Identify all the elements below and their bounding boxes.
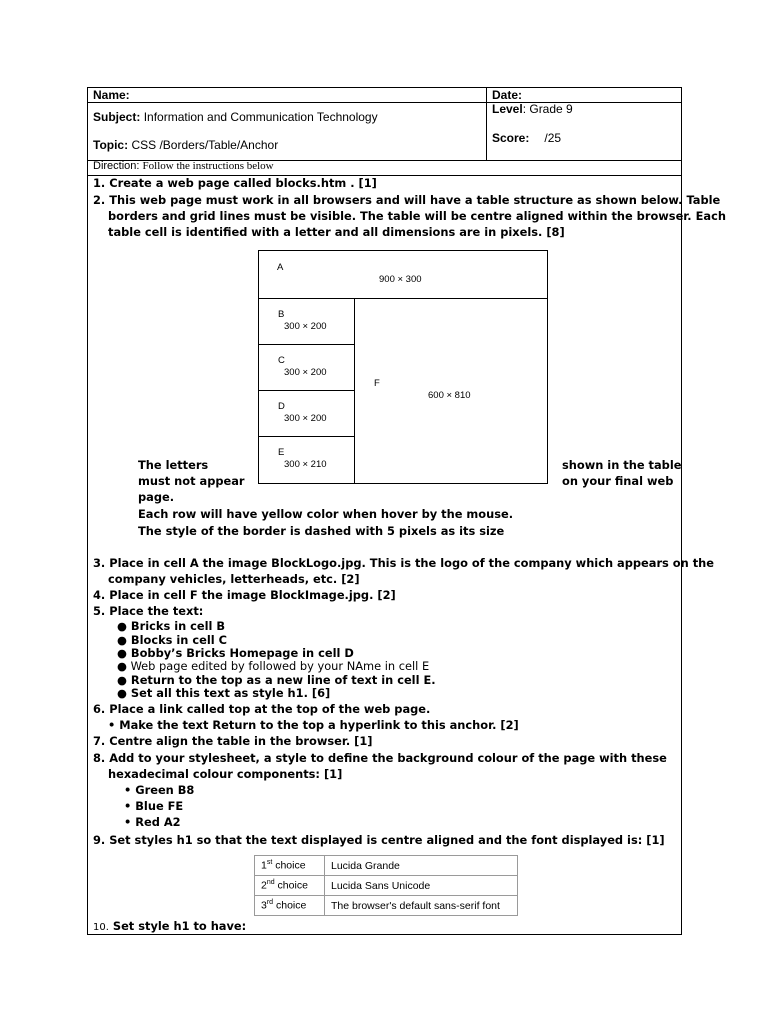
instruction-1: 1. Create a web page called blocks.htm . [1] xyxy=(93,176,377,190)
font-name-cell: Lucida Grande xyxy=(325,856,518,876)
bullet-icon: ● xyxy=(117,646,127,660)
instruction-10-number: 10. xyxy=(93,922,109,933)
font-name-cell: Lucida Sans Unicode xyxy=(325,876,518,896)
instruction-2-line-3: table cell is identified with a letter and all dimensions are in pixels. [8] xyxy=(108,225,565,239)
instruction-4: 4. Place in cell F the image BlockImage.jpg. [2] xyxy=(93,588,396,602)
list-item: ● Web page edited by followed by your NAme in cell E xyxy=(117,659,430,673)
colour-green: • Green B8 xyxy=(124,783,195,797)
table-row xyxy=(255,876,518,896)
score-line xyxy=(492,131,561,145)
instruction-6-sub: • Make the text Return to the top a hyperlink to this anchor. [2] xyxy=(108,718,519,732)
list-item: ● Bricks in cell B xyxy=(117,619,226,633)
cell-b-size: 300 × 200 xyxy=(284,321,327,332)
list-item: ● Bobby’s Bricks Homepage in cell D xyxy=(117,646,354,660)
bullet-icon: ● xyxy=(117,633,127,647)
font-choice-table xyxy=(254,855,518,916)
topic-line xyxy=(93,138,278,152)
cell-a-letter: A xyxy=(277,262,284,273)
instruction-7: 7. Centre align the table in the browser. [1] xyxy=(93,734,373,748)
list-item: ● Set all this text as style h1. [6] xyxy=(117,686,331,700)
cell-e-size: 300 × 210 xyxy=(284,459,327,470)
font-name-cell: The browser's default sans-serif font xyxy=(325,896,518,916)
bullet-icon: ● xyxy=(117,619,127,633)
cell-b-letter: B xyxy=(278,309,285,320)
date-label: Date: xyxy=(492,88,523,102)
subject-value: Information and Communication Technology xyxy=(143,110,378,124)
cell-c-size: 300 × 200 xyxy=(284,367,327,378)
letters-note-left-3: page. xyxy=(138,490,175,504)
cell-a-size: 900 × 300 xyxy=(379,274,422,285)
colour-red: • Red A2 xyxy=(124,815,181,829)
instruction-9: 9. Set styles h1 so that the text displayed is centre aligned and the font displayed is: [1] xyxy=(93,833,665,847)
name-label: Name: xyxy=(93,88,130,102)
letters-note-right-2: on your final web xyxy=(562,474,674,488)
instruction-3-line-2: company vehicles, letterheads, etc. [2] xyxy=(108,572,360,586)
font-rank-cell: 3rd choice xyxy=(255,896,325,916)
header-column-divider xyxy=(486,88,487,161)
topic-label: Topic: xyxy=(93,138,129,152)
table-row xyxy=(255,896,518,916)
instruction-8-line-1: 8. Add to your stylesheet, a style to define the background colour of the page with these xyxy=(93,751,667,765)
subject-label: Subject: xyxy=(93,110,141,124)
instruction-8-line-2: hexadecimal colour components: [1] xyxy=(108,767,343,781)
list-item: ● Blocks in cell C xyxy=(117,633,227,647)
instruction-5: 5. Place the text: xyxy=(93,604,204,618)
instruction-2-line-2: borders and grid lines must be visible. The table will be centre aligned within the browser. Each xyxy=(108,209,726,223)
subject-line xyxy=(93,110,378,124)
cell-d-size: 300 × 200 xyxy=(284,413,327,424)
direction-line xyxy=(93,160,274,172)
cell-c-letter: C xyxy=(278,355,285,366)
instruction-10-text: Set style h1 to have: xyxy=(112,919,247,933)
font-rank-cell: 2nd choice xyxy=(255,876,325,896)
font-rank-cell: 1st choice xyxy=(255,856,325,876)
bullet-icon: ● xyxy=(117,673,127,687)
hover-note: Each row will have yellow color when hover by the mouse. xyxy=(138,507,514,521)
colour-blue: • Blue FE xyxy=(124,799,184,813)
cell-d-letter: D xyxy=(278,401,285,412)
letters-note-right-1: shown in the table xyxy=(562,458,682,472)
cell-f-size: 600 × 810 xyxy=(428,390,471,401)
list-item: ● Return to the top as a new line of text in cell E. xyxy=(117,673,436,687)
level-value: : Grade 9 xyxy=(522,102,573,116)
instruction-6: 6. Place a link called top at the top of the web page. xyxy=(93,702,431,716)
topic-value: CSS /Borders/Table/Anchor xyxy=(131,138,279,152)
score-label: Score: xyxy=(492,131,530,145)
bullet-icon: ● xyxy=(117,686,127,700)
letters-note-left-2: must not appear xyxy=(138,474,245,488)
score-value: /25 xyxy=(544,131,562,145)
cell-e-letter: E xyxy=(278,447,285,458)
border-note: The style of the border is dashed with 5 pixels as its size xyxy=(138,524,505,538)
cell-f-letter: F xyxy=(374,378,380,389)
direction-label: Direction: xyxy=(93,160,140,172)
instruction-3-line-1: 3. Place in cell A the image BlockLogo.jpg. This is the logo of the company which appears on the xyxy=(93,556,714,570)
header-divider xyxy=(88,102,681,103)
table-row xyxy=(255,856,518,876)
instruction-10 xyxy=(93,919,246,933)
instruction-2-line-1: 2. This web page must work in all browsers and will have a table structure as shown below. Table xyxy=(93,193,721,207)
letters-note-left-1: The letters xyxy=(138,458,209,472)
level-label: Level xyxy=(492,102,523,116)
direction-value: Follow the instructions below xyxy=(142,160,274,172)
level-line xyxy=(492,102,573,116)
bullet-icon: ● xyxy=(117,659,127,673)
